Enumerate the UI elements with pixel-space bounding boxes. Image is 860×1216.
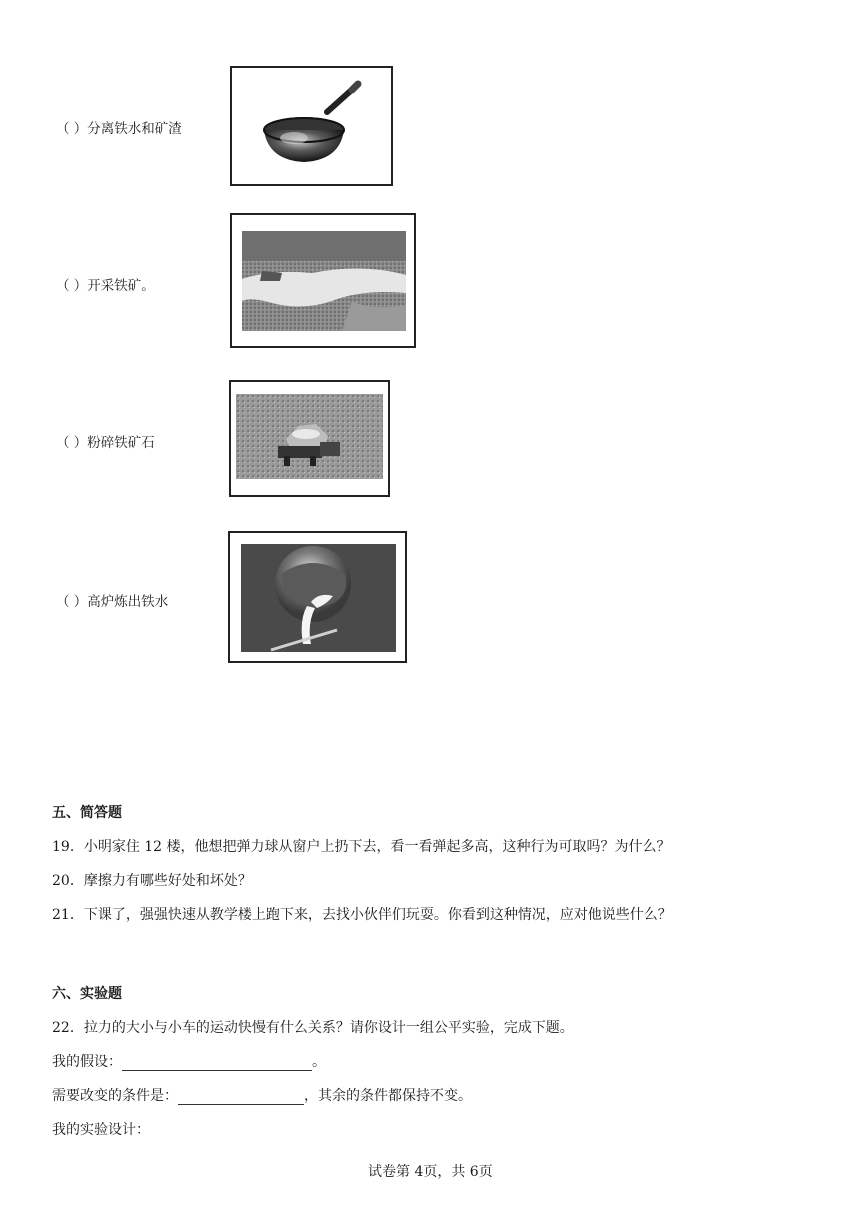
experiment-design-label: 我的实验设计： [52, 1122, 150, 1138]
question-19: 19．小明家住 12 楼，他想把弹力球从窗户上扔下去，看一看弹起多高，这种行为可取吗？为什么？ [52, 839, 671, 855]
hypothesis-label: 我的假设： [52, 1054, 122, 1070]
option-row-1 [56, 117, 182, 137]
variable-suffix: ，其余的条件都保持不变。 [304, 1088, 472, 1104]
answer-bracket[interactable]: （ ） [56, 435, 88, 451]
hypothesis-period: 。 [312, 1054, 326, 1070]
answer-bracket[interactable]: （ ） [56, 121, 88, 137]
option-row-4 [56, 590, 168, 610]
variable-line [52, 1085, 472, 1105]
hypothesis-blank[interactable] [122, 1055, 312, 1071]
ore-crushing-photo [229, 380, 390, 497]
page-footer: 试卷第 4页，共 6页 [368, 1164, 493, 1180]
question-22: 22．拉力的大小与小车的运动快慢有什么关系？请你设计一组公平实验，完成下题。 [52, 1020, 574, 1036]
question-20: 20．摩擦力有哪些好处和坏处？ [52, 873, 252, 889]
answer-bracket[interactable]: （ ） [56, 594, 88, 610]
option-label: 粉碎铁矿石 [87, 435, 155, 451]
question-21: 21．下课了，强强快速从教学楼上跑下来，去找小伙伴们玩耍。你看到这种情况，应对他说些什么？ [52, 907, 672, 923]
option-row-2 [56, 274, 155, 294]
variable-blank[interactable] [178, 1089, 304, 1105]
molten-iron-pouring-photo [228, 531, 407, 663]
answer-bracket[interactable]: （ ） [56, 278, 88, 294]
option-row-3 [56, 431, 155, 451]
variable-label: 需要改变的条件是： [52, 1088, 178, 1104]
option-label: 开采铁矿。 [87, 278, 155, 294]
hypothesis-line [52, 1051, 326, 1071]
option-label: 高炉炼出铁水 [87, 594, 169, 610]
section-heading: 六、实验题 [52, 986, 122, 1002]
option-label: 分离铁水和矿渣 [87, 121, 182, 137]
iron-mine-photo [230, 213, 416, 348]
section-heading: 五、简答题 [52, 805, 122, 821]
wok-pan-picture [230, 66, 393, 186]
